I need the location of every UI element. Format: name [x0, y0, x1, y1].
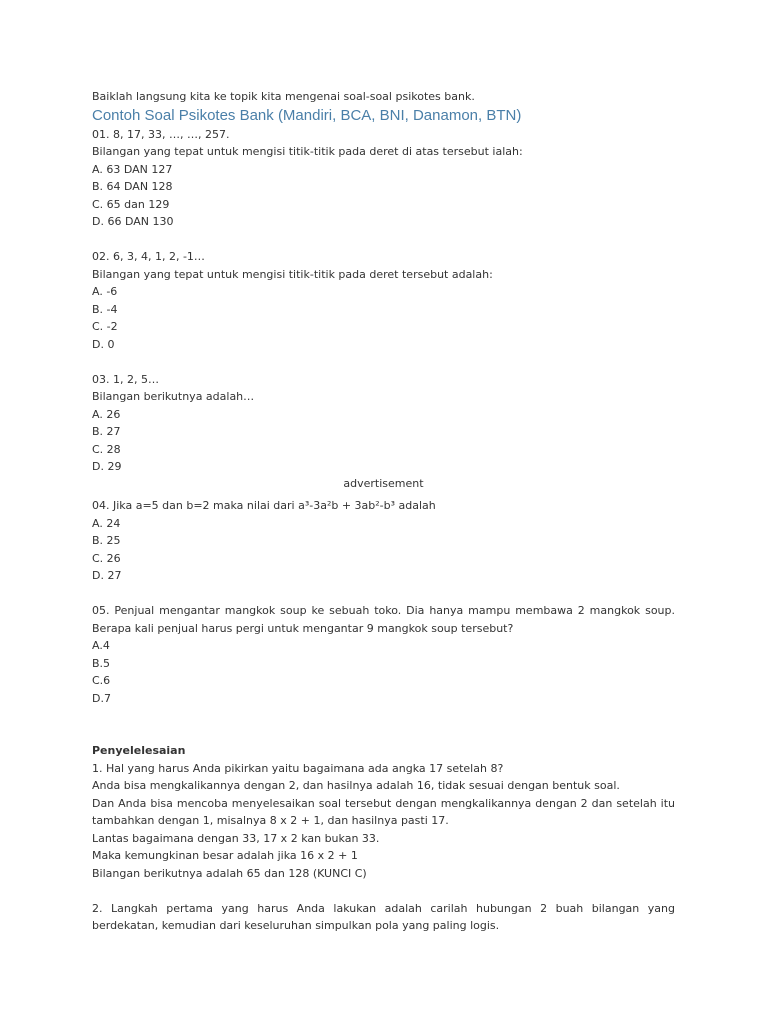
question-2-prompt: 02. 6, 3, 4, 1, 2, -1…: [92, 250, 205, 263]
question-2-option-d: D. 0: [92, 337, 115, 351]
solution-1-line-5: Bilangan berikutnya adalah 65 dan 128 (KUNCI C): [92, 866, 367, 880]
question-1-option-a: A. 63 DAN 127: [92, 162, 173, 176]
question-1-prompt: 01. 8, 17, 33, …, …, 257.: [92, 127, 230, 141]
question-3-option-c: C. 28: [92, 442, 121, 456]
solution-1-line-1: 1. Hal yang harus Anda pikirkan yaitu bagaimana ada angka 17 setelah 8?: [92, 761, 504, 775]
question-1-option-c: C. 65 dan 129: [92, 197, 170, 211]
question-2: [92, 248, 675, 353]
question-1-option-d: D. 66 DAN 130: [92, 215, 174, 228]
solution-section: [92, 742, 675, 935]
question-4-prompt: 04. Jika a=5 dan b=2 maka nilai dari a³-3a²b + 3ab²-b³ adalah: [92, 499, 436, 512]
advertisement-label: advertisement: [343, 476, 424, 490]
question-4-option-b: B. 25: [92, 534, 121, 547]
solution-title: Penyelelesaian: [92, 744, 186, 757]
solution-1-paragraph: Dan Anda bisa mencoba menyelesaikan soal tersebut dengan mengkalikannya dengan 2 dan setelah itu tambahkan dengan 1, misalnya 8 x 2 + 1, dan hasilnya pasti 17.: [92, 796, 675, 827]
question-1-option-b: B. 64 DAN 128: [92, 180, 173, 193]
question-4-option-c: C. 26: [92, 551, 121, 565]
question-3-option-b: B. 27: [92, 425, 121, 438]
question-4: [92, 497, 675, 585]
question-5-option-d: D.7: [92, 691, 111, 705]
question-3-option-d: D. 29: [92, 460, 122, 473]
solution-2-paragraph: 2. Langkah pertama yang harus Anda lakukan adalah carilah hubungan 2 buah bilangan yang berdekatan, kemudian dari keseluruhan simpulkan pola yang paling logis.: [92, 901, 675, 932]
question-1: [92, 126, 675, 231]
question-5-prompt: 05. Penjual mengantar mangkok soup ke sebuah toko. Dia hanya mampu membawa 2 mangkok soup. Berapa kali penjual harus pergi untuk mengantar 9 mangkok soup tersebut?: [92, 604, 675, 635]
document-page: [92, 88, 675, 935]
solution-1-line-4: Maka kemungkinan besar adalah jika 16 x 2 + 1: [92, 849, 358, 862]
solution-1-line-3: Lantas bagaimana dengan 33, 17 x 2 kan bukan 33.: [92, 831, 380, 845]
question-3-text: Bilangan berikutnya adalah…: [92, 390, 255, 403]
question-4-option-d: D. 27: [92, 569, 122, 582]
question-5-option-c: C.6: [92, 674, 111, 687]
question-5: [92, 602, 675, 707]
question-2-option-a: A. -6: [92, 285, 118, 298]
intro-text: Baiklah langsung kita ke topik kita mengenai soal-soal psikotes bank.: [92, 90, 475, 103]
question-2-option-c: C. -2: [92, 320, 118, 333]
question-5-option-a: A.4: [92, 639, 110, 652]
page-title: Contoh Soal Psikotes Bank (Mandiri, BCA, BNI, Danamon, BTN): [92, 106, 522, 124]
question-4-option-a: A. 24: [92, 516, 121, 530]
question-5-option-b: B.5: [92, 656, 111, 670]
question-3: [92, 371, 675, 476]
question-2-text: Bilangan yang tepat untuk mengisi titik-titik pada deret tersebut adalah:: [92, 267, 493, 281]
solution-1-line-2: Anda bisa mengkalikannya dengan 2, dan hasilnya adalah 16, tidak sesuai dengan bentuk soal.: [92, 779, 620, 792]
question-1-text: Bilangan yang tepat untuk mengisi titik-titik pada deret di atas tersebut ialah:: [92, 145, 523, 158]
question-3-option-a: A. 26: [92, 407, 121, 421]
question-3-prompt: 03. 1, 2, 5…: [92, 372, 159, 386]
question-2-option-b: B. -4: [92, 302, 118, 316]
